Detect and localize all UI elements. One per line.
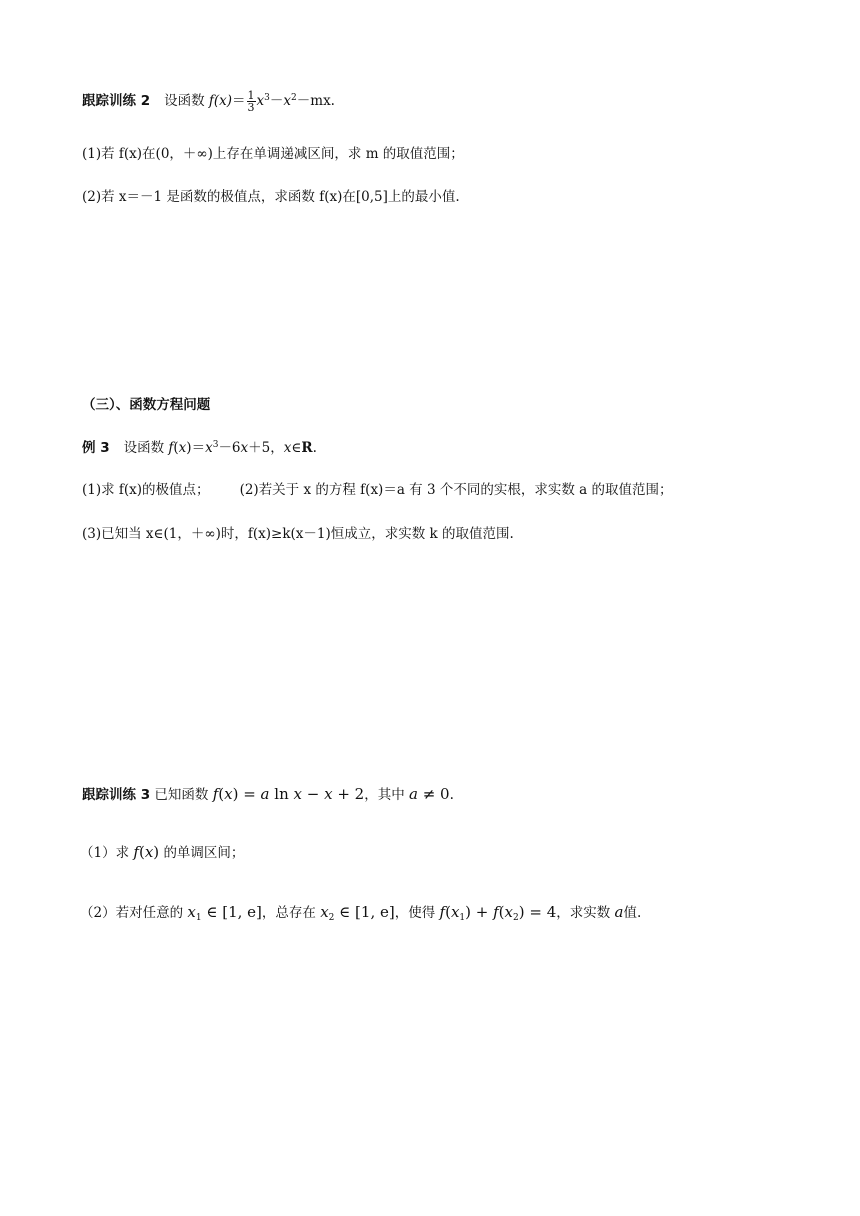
training3-p2-mid2: ，使得 [394, 905, 436, 921]
example3-p3-text: 已知当 x∈(1，＋∞)时，f(x)≥k(x－1)恒成立，求实数 k 的取值范围. [101, 526, 514, 542]
training3-p2-mid3: ，求实数 [556, 905, 611, 921]
example3-intro: 设函数 [123, 440, 165, 456]
training3-p2-end: 值. [623, 905, 642, 921]
training2-eq: ＝ [232, 93, 246, 109]
training2-part2-prefix: (2) [82, 189, 102, 205]
training3-label: 跟踪训练 3 [82, 787, 151, 803]
fraction-denominator: 3 [247, 101, 255, 114]
training2-part1-text: 若 f(x)在(0，＋∞)上存在单调递减区间，求 m 的取值范围； [101, 146, 464, 162]
training2-part2 [82, 187, 460, 207]
training2-part1-prefix: (1) [82, 146, 102, 162]
example3-label: 例 3 [82, 440, 110, 456]
training3-x1-domain: $x_1$ ∈ [1, e] [187, 903, 262, 923]
training3-part2 [80, 902, 641, 923]
training2-label: 跟踪训练 2 [82, 93, 151, 109]
example3-p3-prefix: (3) [82, 526, 102, 542]
training3-a-var: a [614, 903, 624, 921]
training2-title-line: 跟踪训练 2 设函数 f(x)＝ $\frac{1}{3}$ $x^3-x^2-mx$. [82, 89, 335, 114]
training2-intro: 设函数 [164, 93, 205, 109]
example3-title-line: 例 3 设函数 $f(x)=x^3-6x+5$，x∈R. [82, 440, 317, 456]
training3-x2-domain: $x_2$ ∈ [1, e] [320, 903, 395, 923]
training3-p2-mid1: ，总存在 [261, 905, 316, 921]
training2-part2-text: 若 x＝－1 是函数的极值点，求函数 f(x)在[0,5]上的最小值. [101, 189, 460, 205]
training3-function-formula: f(x) = a ln x − x + 2 [212, 785, 365, 803]
training3-p1-suffix: 的单调区间； [163, 845, 245, 861]
training3-title-line: 跟踪训练 3 已知函数 f(x) = a ln x − x + 2，其中 a ≠ 0. [82, 785, 454, 803]
training2-expr-tail: －mx. [296, 93, 335, 109]
example3-p2-text: 若关于 x 的方程 f(x)＝a 有 3 个不同的实根，求实数 a 的取值范围； [258, 482, 673, 498]
example3-part3 [82, 524, 514, 544]
training2-part1 [82, 144, 464, 164]
training2-f-lhs: f(x) [208, 93, 233, 109]
training3-part1 [80, 842, 244, 863]
fraction-numerator: 1 [247, 89, 255, 102]
example3-p2-prefix: (2) [239, 482, 259, 498]
training3-intro: 已知函数 [154, 787, 209, 803]
example3-p1-prefix: (1) [82, 482, 102, 498]
section3-heading: （三）、函数方程问题 [82, 397, 211, 413]
training2-fraction [247, 90, 256, 113]
training3-condition: a ≠ 0 [409, 785, 450, 803]
example3-p1-text: 求 f(x)的极值点； [101, 482, 210, 498]
training3-p2-prefix: （2）若对任意的 [80, 905, 184, 921]
training3-sum-equation: $f(x_1) + f(x_2) = 4$ [439, 903, 557, 923]
training3-p1-fx: f(x) [133, 843, 160, 861]
example3-parts-1-2 [82, 480, 672, 500]
training3-p1-prefix: （1）求 [80, 845, 130, 861]
training3-cond-text: ，其中 [364, 787, 405, 803]
